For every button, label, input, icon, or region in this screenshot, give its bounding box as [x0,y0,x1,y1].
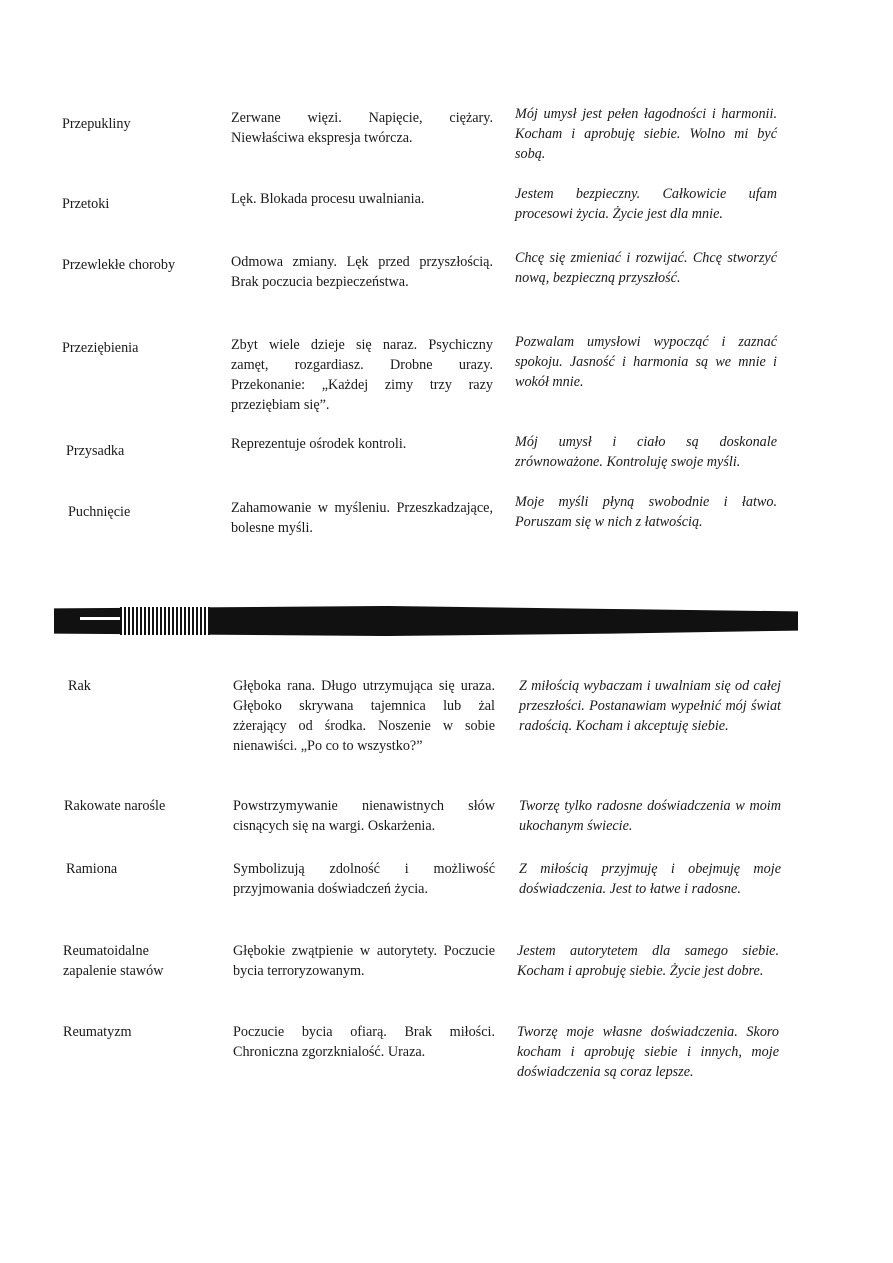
affirmation: Moje myśli płyną swobodnie i łatwo. Poruszam się w nich z łatwością. [515,494,777,530]
term: Reumatyzm [63,1024,132,1040]
affirmation: Z miłością przyjmuję i obejmuję moje doświadczenia. Jest to łatwe i radosne. [519,861,781,897]
cause: Lęk. Blokada procesu uwalniania. [231,191,425,207]
cause: Zahamowanie w myśleniu. Przeszkadzające, bolesne myśli. [231,500,493,536]
cause: Głębokie zwątpienie w autorytety. Poczucie bycia terroryzowanym. [233,943,495,979]
cause: Symbolizują zdolność i możliwość przyjmowania doświadczeń życia. [233,861,495,897]
divider-gap [80,617,120,620]
affirmation: Mój umysł jest pełen łagodności i harmonii. Kocham i aprobuję siebie. Wolno mi być sobą. [515,106,777,162]
cause: Zerwane więzi. Napięcie, ciężary. Niewłaściwa ekspresja twórcza. [231,110,493,146]
cause: Zbyt wiele dzieje się naraz. Psychiczny zamęt, rozgardiasz. Drobne urazy. Przekonanie: „Każdej zimy trzy razy przeziębiam się”. [231,337,493,413]
term: Puchnięcie [68,504,131,520]
affirmation: Pozwalam umysłowi wypocząć i zaznać spokoju. Jasność i harmonia są we mnie i wokół mnie. [515,334,777,390]
term: Przewlekłe choroby [62,257,176,273]
term: Przysadka [66,443,125,459]
affirmation: Mój umysł i ciało są doskonale zrównoważone. Kontroluję swoje myśli. [515,434,777,470]
affirmation: Jestem bezpieczny. Całkowicie ufam procesowi życia. Życie jest dla mnie. [515,186,777,222]
term: Przetoki [62,196,110,212]
affirmation: Tworzę moje własne doświadczenia. Skoro kocham i aprobuję siebie i innych, moje doświadczenia są coraz lepsze. [517,1024,779,1080]
cause: Reprezentuje ośrodek kontroli. [231,436,407,452]
affirmation: Jestem autorytetem dla samego siebie. Kocham i aprobuję siebie. Życie jest dobre. [517,943,779,979]
cause: Głęboka rana. Długo utrzymująca się uraza. Głęboko skrywana tajemnica lub żal zżerający od środka. Noszenie w sobie nienawiści. „Po co to wszystko?” [233,678,495,754]
term: Reumatoidalne zapalenie stawów [63,943,164,979]
term: Przeziębienia [62,340,139,356]
affirmation: Z miłością wybaczam i uwalniam się od całej przeszłości. Postanawiam wypełnić mój świat radością. Kocham i akceptuję siebie. [519,678,781,734]
term: Przepukliny [62,116,131,132]
affirmation: Chcę się zmieniać i rozwijać. Chcę stworzyć nową, bezpieczną przyszłość. [515,250,777,286]
cause: Poczucie bycia ofiarą. Brak miłości. Chroniczna zgorzknialość. Uraza. [233,1024,495,1060]
term: Rak [68,678,91,694]
term: Rakowate narośle [64,798,166,814]
cause: Powstrzymywanie nienawistnych słów cisnących się na wargi. Oskarżenia. [233,798,495,834]
divider-hatch [120,607,210,635]
affirmation: Tworzę tylko radosne doświadczenia w moim ukochanym świecie. [519,798,781,834]
term: Ramiona [66,861,118,877]
cause: Odmowa zmiany. Lęk przed przyszłością. Brak poczucia bezpieczeństwa. [231,254,493,290]
